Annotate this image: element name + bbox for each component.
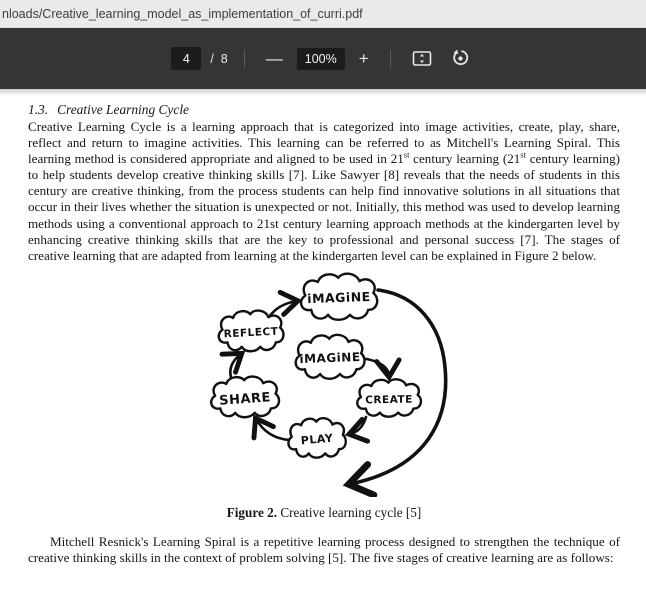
paragraph-2: Mitchell Resnick's Learning Spiral is a repetitive learning process designed to strengthen the technique of creative thinking skills in the context of problem solving [5]. The five stages of creative learning are as follows: <box>28 533 620 565</box>
zoom-in-button[interactable]: + <box>354 48 374 69</box>
section-title: Creative Learning Cycle <box>57 102 189 117</box>
section-heading <box>28 102 620 118</box>
toolbar-shadow <box>0 89 646 96</box>
cloud-label-reflect: REFLECT <box>223 325 279 341</box>
rotate-pages-icon <box>451 49 470 68</box>
cloud-label-imagine-center: iMAGiNE <box>299 349 361 366</box>
toolbar-separator <box>244 50 245 68</box>
cloud-share <box>211 376 279 417</box>
address-bar[interactable] <box>0 0 646 28</box>
fit-to-page-icon <box>412 50 432 67</box>
toolbar-separator <box>390 50 391 68</box>
paragraph-1: Creative Learning Cycle is a learning approach that is categorized into image activities, create, play, share, reflect and return to imagine activities. This learning can be referred to as Mitchell's Learning Spiral. This learning method is considered appropriate and aligned to be used in 21st century learning (21st century learning) to help students develop creative thinking skills [7]. Like Sawyer [8] reveals that the needs of students in this century are creative thinking, from the process students can help find innovative solutions in all situations that occur in their lives whether the situation is unexpected or not. Initially, this method was used to develop learning methods using a conventional approach to 21st century learning approach methods at the kindergarten level by enhancing creative thinking skills that are the key to professional and personal success [7]. The stages of creative learning that are adapted from learning at the kindergarten level can be explained in Figure 2 below. <box>28 119 621 263</box>
cloud-label-create: CREATE <box>365 393 413 407</box>
arrow-play-to-share <box>256 419 289 440</box>
cloud-play <box>288 418 345 458</box>
cloud-create <box>357 379 421 416</box>
figure-caption <box>28 505 620 521</box>
arrow-create-to-play <box>350 417 366 434</box>
zoom-out-button[interactable]: — <box>261 48 288 69</box>
figure-2-diagram <box>182 272 482 502</box>
toolbar-controls <box>171 47 474 70</box>
cloud-label-imagine-top: iMAGiNE <box>307 288 371 306</box>
page-number-input[interactable] <box>171 47 201 70</box>
rotate-pages-button[interactable] <box>446 47 475 70</box>
page-total: 8 <box>220 51 228 66</box>
cloud-label-play: PLAY <box>300 431 334 448</box>
figure-caption-text: Creative learning cycle [5] <box>277 504 422 520</box>
cloud-label-share: SHARE <box>218 390 272 409</box>
section-number: 1.3. <box>28 102 49 117</box>
zoom-level-display[interactable]: 100% <box>297 48 345 70</box>
figure-caption-label: Figure 2. <box>226 504 278 520</box>
address-text: nloads/Creative_learning_model_as_implementation_of_curri.pdf <box>2 6 363 21</box>
cloud-imagine-center <box>296 335 365 379</box>
fit-to-page-button[interactable] <box>407 48 437 69</box>
pdf-page <box>0 96 646 566</box>
page-count-label <box>210 52 227 66</box>
cloud-imagine-top <box>301 274 377 320</box>
pdf-toolbar <box>0 28 646 89</box>
page-divider: / <box>210 51 214 66</box>
cloud-reflect <box>219 310 284 351</box>
